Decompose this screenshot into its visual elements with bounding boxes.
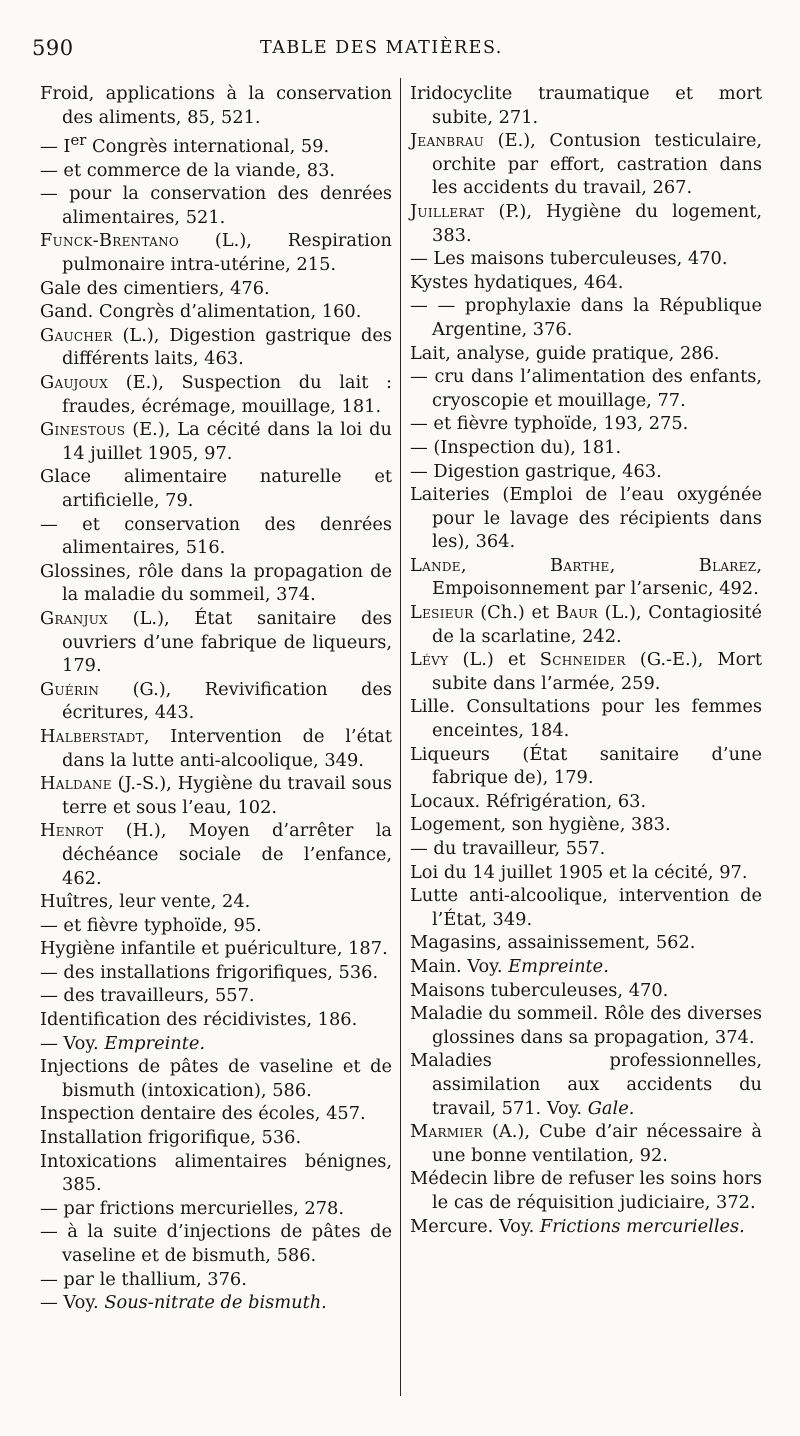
index-entry: Guérin (G.), Revivification des écritures, 443. xyxy=(40,678,392,724)
running-title: TABLE DES MATIÈRES. xyxy=(260,38,503,58)
index-entry: — du travailleur, 557. xyxy=(410,838,606,859)
index-entry: Laiteries (Emploi de l’eau oxygénée pour le lavage des récipients dans les), 364. xyxy=(410,484,762,553)
index-entry: — par frictions mercurielles, 278. xyxy=(40,1197,344,1219)
index-entry: Main. Voy. Empreinte. xyxy=(410,955,609,977)
index-entry: Gale des cimentiers, 476. xyxy=(40,277,270,299)
index-entry: — et conservation des denrées alimentaires, 516. xyxy=(40,513,392,559)
index-entry: Glossines, rôle dans la propagation de la maladie du sommeil, 374. xyxy=(40,560,392,606)
index-entry: Installation frigorifique, 536. xyxy=(40,1127,302,1149)
index-entry: — et fièvre typhoïde, 95. xyxy=(40,914,262,936)
index-entry: Identification des récidivistes, 186. xyxy=(40,1009,358,1031)
index-entry: Logement, son hygiène, 383. xyxy=(410,814,671,836)
index-entry: Maladie du sommeil. Rôle des diverses glossines dans sa propagation, 374. xyxy=(410,1003,762,1048)
index-entry: — Ier Congrès international, 59. xyxy=(40,132,330,158)
right-column xyxy=(410,82,762,1238)
index-entry: Froid, applications à la conservation des aliments, 85, 521. xyxy=(40,83,392,128)
index-entry: Mercure. Voy. Frictions mercurielles. xyxy=(410,1215,745,1237)
index-entry: Haldane (J.-S.), Hygiène du travail sous terre et sous l’eau, 102. xyxy=(40,773,392,818)
index-entry: Lutte anti-alcoolique, intervention de l’État, 349. xyxy=(410,885,762,930)
index-entry: — Voy. Sous-nitrate de bismuth. xyxy=(40,1292,327,1314)
index-entry: Maladies professionnelles, assimilation aux accidents du travail, 571. Voy. Gale. xyxy=(410,1050,762,1119)
index-entry: Kystes hydatiques, 464. xyxy=(410,271,624,293)
index-entry: Gaujoux (E.), Suspection du lait : fraudes, écrémage, mouillage, 181. xyxy=(40,372,392,417)
index-entry: Gand. Congrès d’alimentation, 160. xyxy=(40,301,362,323)
index-entry: Locaux. Réfrigération, 63. xyxy=(410,790,647,812)
index-entry: Halberstadt, Intervention de l’état dans la lutte anti-alcoolique, 349. xyxy=(40,725,392,771)
index-entry: Lille. Consultations pour les femmes enceintes, 184. xyxy=(410,696,762,742)
index-entry: — et commerce de la viande, 83. xyxy=(40,159,336,181)
index-entry: Huîtres, leur vente, 24. xyxy=(40,891,251,913)
index-entry: — des travailleurs, 557. xyxy=(40,985,255,1007)
index-entry: Inspection dentaire des écoles, 457. xyxy=(40,1103,366,1125)
index-entry: — — prophylaxie dans la République Argentine, 376. xyxy=(410,295,762,340)
index-entry: — des installations frigorifiques, 536. xyxy=(40,961,379,983)
index-entry: Marmier (A.), Cube d’air nécessaire à une bonne ventilation, 92. xyxy=(410,1121,762,1166)
index-entry: Injections de pâtes de vaseline et de bismuth (intoxication), 586. xyxy=(40,1056,392,1101)
index-entry: — cru dans l’alimentation des enfants, cryoscopie et mouillage, 77. xyxy=(410,366,762,411)
index-entry: — Les maisons tuberculeuses, 470. xyxy=(410,248,728,270)
column-divider xyxy=(400,78,401,1396)
index-entry: Magasins, assainissement, 562. xyxy=(410,932,696,954)
index-entry: — pour la conservation des denrées alimentaires, 521. xyxy=(40,183,392,228)
index-entry: — Voy. Empreinte. xyxy=(40,1032,206,1054)
index-entry: Gaucher (L.), Digestion gastrique des différents laits, 463. xyxy=(40,324,392,370)
index-entry: Maisons tuberculeuses, 470. xyxy=(410,979,669,1001)
index-entry: Lande, Barthe, Blarez, Empoisonnement par l’arsenic, 492. xyxy=(410,554,762,600)
index-entry: Henrot (H.), Moyen d’arrêter la déchéance sociale de l’enfance, 462. xyxy=(40,820,392,889)
index-entry: — à la suite d’injections de pâtes de vaseline et de bismuth, 586. xyxy=(40,1221,392,1267)
index-entry: Funck-Brentano (L.), Respiration pulmonaire intra-utérine, 215. xyxy=(40,230,392,276)
left-column xyxy=(40,82,392,1315)
index-entry: Jeanbrau (E.), Contusion testiculaire, orchite par effort, castration dans les accidents du travail, 267. xyxy=(410,130,762,199)
page-number: 590 xyxy=(32,36,74,60)
index-entry: Lesieur (Ch.) et Baur (L.), Contagiosité de la scarlatine, 242. xyxy=(410,602,762,647)
index-entry: — (Inspection du), 181. xyxy=(410,436,622,458)
index-entry: Lait, analyse, guide pratique, 286. xyxy=(410,342,720,364)
index-entry: Ginestous (E.), La cécité dans la loi du 14 juillet 1905, 97. xyxy=(40,419,392,464)
index-entry: — par le thallium, 376. xyxy=(40,1268,247,1290)
index-entry: Liqueurs (État sanitaire d’une fabrique de), 179. xyxy=(410,743,762,789)
index-entry: — et fièvre typhoïde, 193, 275. xyxy=(410,413,689,435)
index-entry: Lévy (L.) et Schneider (G.-E.), Mort subite dans l’armée, 259. xyxy=(410,649,762,694)
index-entry: Intoxications alimentaires bénignes, 385. xyxy=(40,1150,392,1196)
page-header xyxy=(0,30,800,66)
index-entry: Iridocyclite traumatique et mort subite, 271. xyxy=(410,83,762,128)
index-entry: Loi du 14 juillet 1905 et la cécité, 97. xyxy=(410,861,748,883)
index-entry: Granjux (L.), État sanitaire des ouvriers d’une fabrique de liqueurs, 179. xyxy=(40,607,392,677)
index-entry: Glace alimentaire naturelle et artificielle, 79. xyxy=(40,466,392,512)
index-entry: Juillerat (P.), Hygiène du logement, 383. xyxy=(410,200,762,246)
index-entry: Médecin libre de refuser les soins hors le cas de réquisition judiciaire, 372. xyxy=(410,1168,762,1213)
index-entry: — Digestion gastrique, 463. xyxy=(410,460,662,482)
index-entry: Hygiène infantile et puériculture, 187. xyxy=(40,938,388,960)
